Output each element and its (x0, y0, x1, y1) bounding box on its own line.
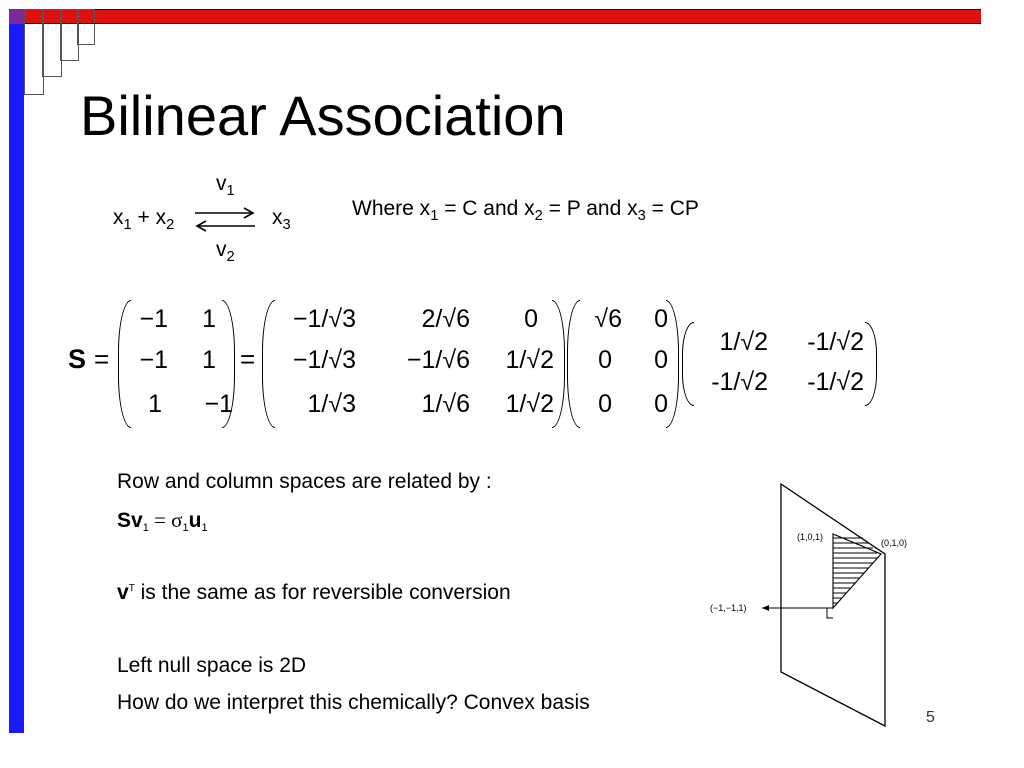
figure-label-c: (−1,−1,1) (710, 603, 747, 613)
left-accent-bar (9, 9, 24, 733)
deco-frame (42, 9, 62, 77)
equals-sign: = (94, 344, 110, 374)
matrix-u-cell: 1/√3 (307, 390, 356, 418)
note-relation: $Sv_1 = \sigma_1u_1$ (117, 508, 208, 534)
slide-title: Bilinear Association (80, 84, 566, 147)
matrix-s-cell: −1 (139, 305, 168, 333)
matrix-v-cell: -1/√2 (807, 368, 864, 396)
matrix-u-cell: 1/√6 (421, 390, 470, 418)
matrix-u-cell: 1/√2 (505, 346, 554, 374)
matrix-v-right-paren (865, 322, 877, 406)
matrix-sigma-cell: 0 (654, 305, 668, 333)
matrix-s-cell: 1 (148, 390, 162, 418)
figure-label-b: (0,1,0) (881, 538, 908, 548)
matrix-u-cell: 0 (524, 305, 538, 333)
matrix-s-symbol: S (68, 344, 87, 374)
matrix-s-cell: 1 (202, 305, 216, 333)
matrix-u-cell: −1/√3 (292, 346, 356, 374)
matrix-u-cell: 2/√6 (421, 305, 470, 333)
reactants: $x_1 + x_2$ (113, 206, 175, 234)
matrix-s-cell: −1 (139, 346, 168, 374)
matrix-u-cell: −1/√6 (406, 346, 470, 374)
note-row-column: Row and column spaces are related by : (117, 470, 492, 493)
deco-frame (77, 9, 95, 45)
matrix-v-cell: -1/√2 (807, 328, 864, 356)
deco-frame (24, 9, 44, 95)
product: $x_3$ (272, 206, 291, 234)
reversible-arrow-icon (192, 204, 258, 234)
matrix-sigma-cell: 0 (654, 390, 668, 418)
matrix-v-cell: 1/√2 (719, 328, 768, 356)
matrix-s-cell: −1 (204, 390, 233, 418)
note-vt: $v^T$ is the same as for reversible conversion (117, 581, 511, 604)
top-accent-bar (24, 9, 981, 24)
matrix-s-cell: 1 (202, 346, 216, 374)
definition-line: Where $x_1 = C$ and $x_2 = P$ and $x_3$ = CP (352, 197, 699, 225)
forward-rate: $v_1$ (216, 172, 235, 200)
matrix-u-cell: 1/√2 (505, 390, 554, 418)
note-null-space: Left null space is 2D (117, 654, 307, 677)
matrix-sigma-cell: 0 (598, 346, 612, 374)
corner-square (9, 9, 24, 24)
figure-label-a: (1,0,1) (797, 532, 824, 542)
matrix-sigma-cell: 0 (654, 346, 668, 374)
page-number: 5 (926, 709, 935, 726)
matrix-sigma-cell: 0 (598, 390, 612, 418)
reverse-rate: $v_2$ (216, 238, 235, 266)
note-question: How do we interpret this chemically? Convex basis (117, 691, 590, 714)
matrix-u-cell: −1/√3 (292, 305, 356, 333)
matrix-v-cell: -1/√2 (711, 368, 768, 396)
convex-basis-figure (705, 478, 945, 728)
equals-sign: = (240, 344, 256, 374)
matrix-sigma-cell: √6 (594, 305, 622, 333)
